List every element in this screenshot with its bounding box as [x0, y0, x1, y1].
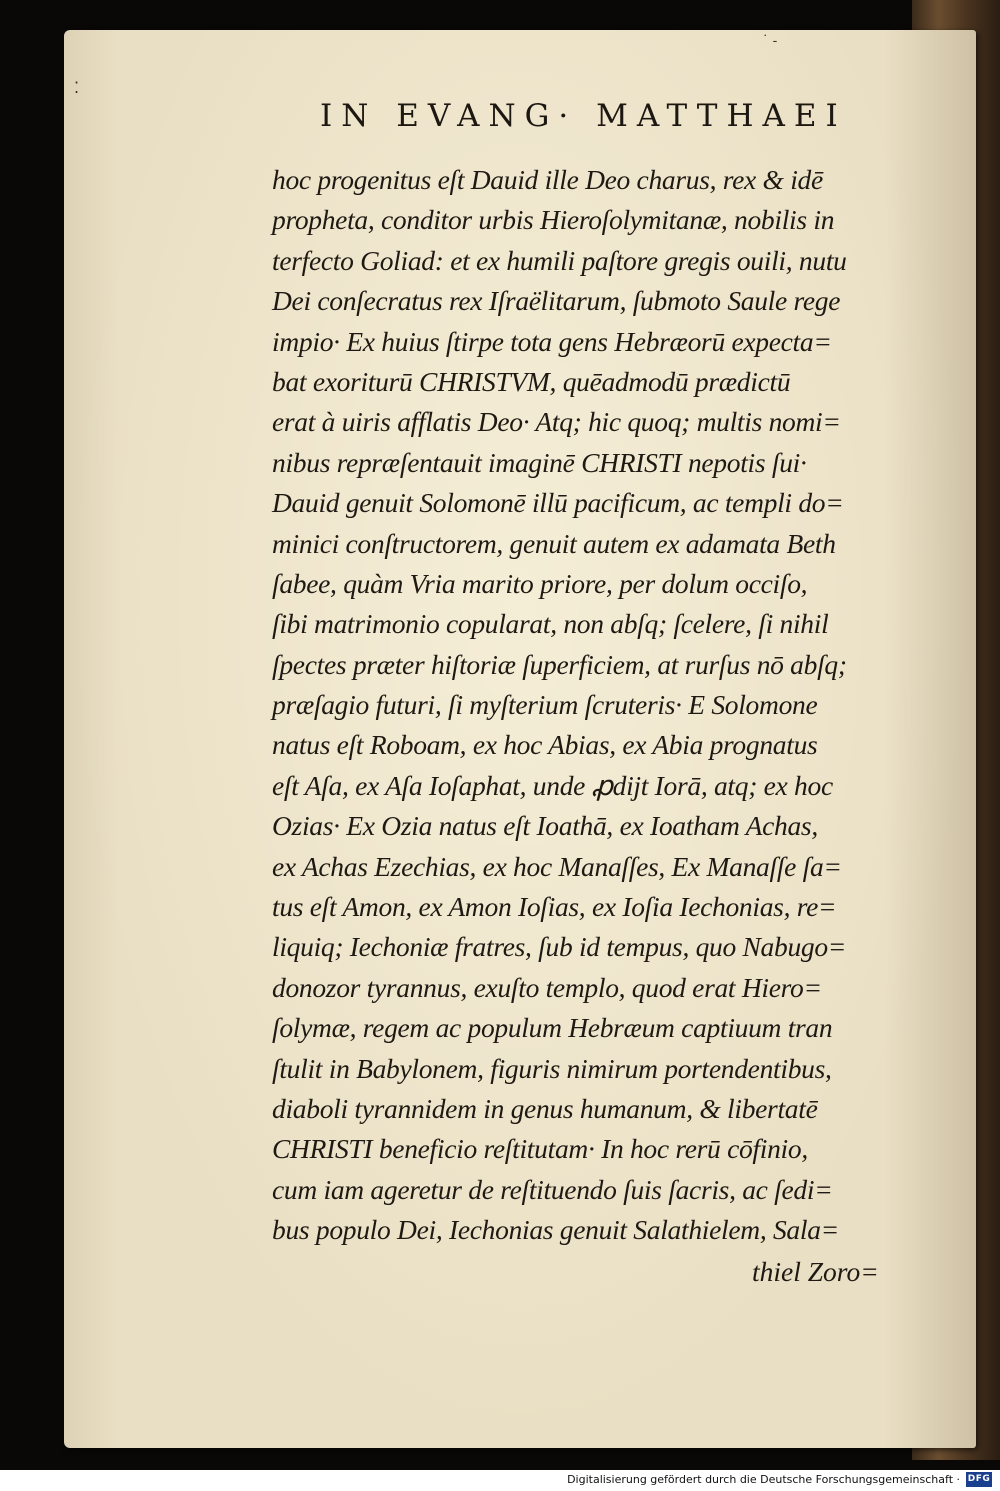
text-line: minici conſtructorem, genuit autem ex adamata Beth [272, 527, 836, 559]
text-line: diaboli tyrannidem in genus humanum, & libertatē [272, 1092, 818, 1124]
text-line: liquiq; Iechoniæ fratres, ſub id tempus, quo Nabugo= [272, 931, 847, 963]
text-line: donozor tyrannus, exuſto templo, quod erat Hiero= [272, 971, 822, 1003]
text-line: terfecto Goliad: et ex humili paſtore gregis ouili, nutu [272, 244, 847, 276]
text-line: ſibi matrimonio copularat, non abſq; ſcelere, ſi nihil [272, 608, 829, 640]
running-head: IN EVANG· MATTHAEI [320, 98, 847, 134]
text-line: eſt Aſa, ex Aſa Ioſaphat, unde ꝓdijt Iorā, atq; ex hoc [272, 769, 833, 801]
text-line: natus eſt Roboam, ex hoc Abias, ex Abia prognatus [272, 729, 818, 761]
dfg-logo: DFG [966, 1472, 992, 1487]
text-line: tus eſt Amon, ex Amon Ioſias, ex Ioſia Iechonias, re= [272, 891, 837, 923]
text-line: cum iam ageretur de reſtituendo ſuis ſacris, ac ſedi= [272, 1173, 833, 1205]
text-line: Ozias· Ex Ozia natus eſt Ioathā, ex Ioatham Achas, [272, 810, 818, 842]
text-line: CHRISTI beneficio reſtitutam· In hoc rerū cōfinio, [272, 1133, 808, 1165]
text-line: erat à uiris afflatis Deo· Atq; hic quoq; multis nomi= [272, 406, 841, 438]
text-line: bat exoriturū CHRISTVM, quēadmodū prædictū [272, 365, 791, 397]
text-line: ſtulit in Babylonem, figuris nimirum portendentibus, [272, 1052, 832, 1084]
text-line: Dauid genuit Solomonē illū pacificum, ac templi do= [272, 487, 844, 519]
text-line: hoc progenitus eſt Dauid ille Deo charus, rex & idē [272, 164, 823, 195]
catchword: thiel Zoro= [752, 1256, 879, 1287]
text-line: præſagio futuri, ſi myſterium ſcruteris· E Solomone [272, 689, 818, 721]
text-line: bus populo Dei, Iechonias genuit Salathielem, Sala= [272, 1214, 839, 1246]
text-line: impio· Ex huius ſtirpe tota gens Hebræorū expecta= [272, 325, 832, 357]
text-line: ſolymæ, regem ac populum Hebræum captiuum tran [272, 1012, 833, 1044]
funding-note: Digitalisierung gefördert durch die Deutsche Forschungsgemeinschaft · [567, 1473, 960, 1486]
page-top-speck: ˙ - [762, 34, 778, 49]
text-line: nibus repræſentauit imaginē CHRISTI nepotis ſui· [272, 446, 807, 478]
text-line: Dei conſecratus rex Iſraëlitarum, ſubmoto Saule rege [272, 285, 841, 317]
text-line: ſabee, quàm Vria marito priore, per dolum occiſo, [272, 567, 808, 599]
text-line: ſpectes præter hiſtoriæ ſuperficiem, at rurſus nō abſq; [272, 648, 847, 680]
margin-speck: ⁚ [74, 78, 80, 97]
text-line: propheta, conditor urbis Hieroſolymitanæ, nobilis in [272, 204, 835, 236]
page-body-text [272, 160, 912, 1251]
text-line: ex Achas Ezechias, ex hoc Manaſſes, Ex Manaſſe ſa= [272, 850, 842, 882]
